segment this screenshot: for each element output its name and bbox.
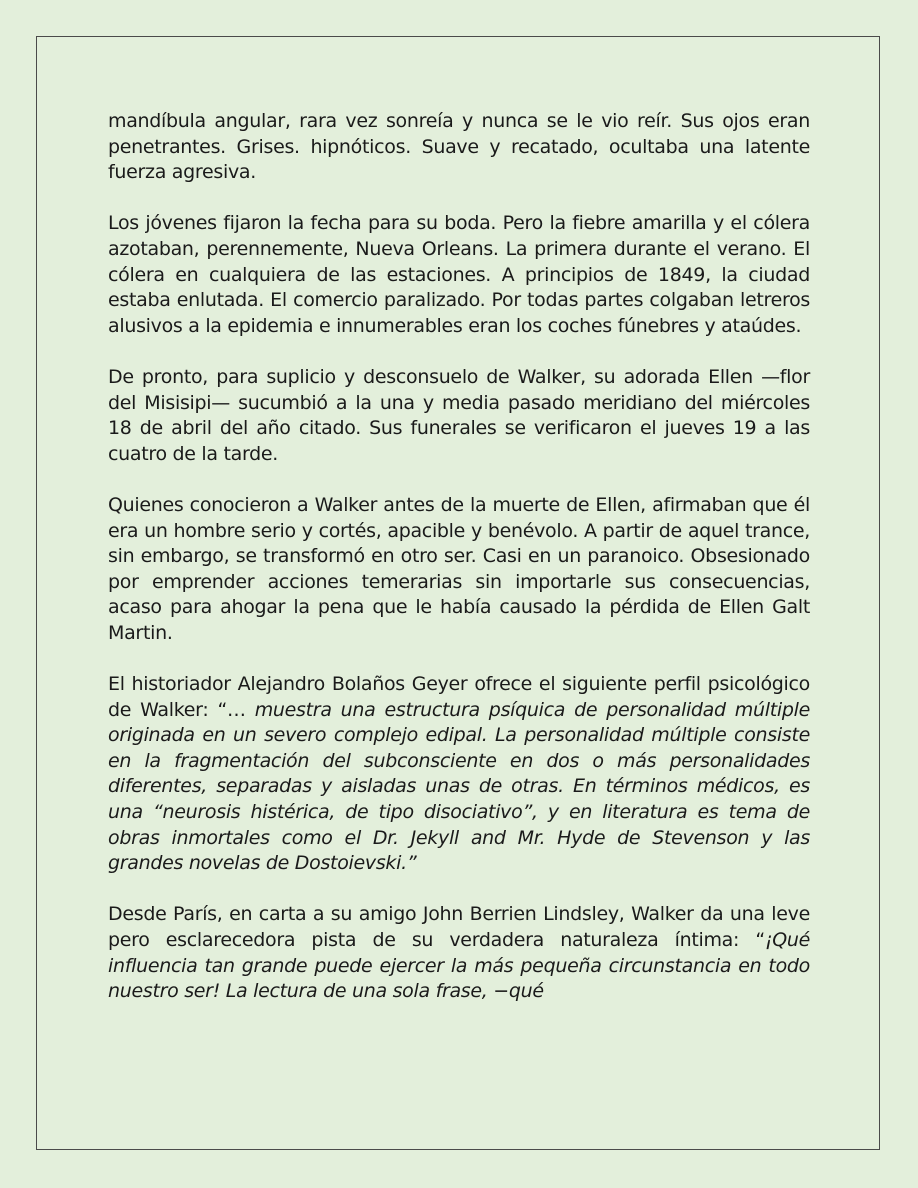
paragraph-6-quote: ¡Qué influencia tan grande puede ejercer la más pequeña circunstancia en todo nuestro ser! La lectura de una sola frase, −qué: [108, 929, 810, 1003]
paragraph-6-intro: Desde París, en carta a su amigo John Berrien Lindsley, Walker da una leve pero esclarecedora pista de su verdadera naturaleza íntima: “: [108, 903, 810, 951]
paragraph-6: [108, 902, 810, 1004]
paragraph-5-intro: El historiador Alejandro Bolaños Geyer ofrece el siguiente perfil psicológico de Walker: “…: [108, 673, 810, 721]
paragraph-5: [108, 672, 810, 877]
document-body: [108, 109, 810, 1030]
paragraph-4: Quienes conocieron a Walker antes de la muerte de Ellen, afirmaban que él era un hombre serio y cortés, apacible y benévolo. A partir de aquel trance, sin embargo, se transformó en otro ser. Casi en un paranoico. Obsesionado por emprender acciones temerarias sin importarle sus consecuencias, acaso para ahogar la pena que le había causado la pérdida de Ellen Galt Martin.: [108, 493, 810, 644]
paragraph-5-quote: muestra una estructura psíquica de personalidad múltiple originada en un severo complejo edipal. La personalidad múltiple consiste en la fragmentación del subconsciente en dos o más personalidades diferentes, separadas y aisladas unas de otras. En términos médicos, es una “neurosis histérica, de tipo disociativo”, y en literatura es tema de obras inmortales como el Dr. Jekyll and Mr. Hyde de Stevenson y las grandes novelas de Dostoievski.”: [108, 698, 810, 875]
paragraph-2: Los jóvenes fijaron la fecha para su boda. Pero la fiebre amarilla y el cólera azotaban, perennemente, Nueva Orleans. La primera durante el verano. El cólera en cualquiera de las estaciones. A principios de 1849, la ciudad estaba enlutada. El comercio paralizado. Por todas partes colgaban letreros alusivos a la epidemia e innumerables eran los coches fúnebres y ataúdes.: [108, 212, 810, 337]
paragraph-3: De pronto, para suplicio y desconsuelo de Walker, su adorada Ellen —flor del Misisipi— sucumbió a la una y media pasado meridiano del miércoles 18 de abril del año citado. Sus funerales se verificaron el jueves 19 a las cuatro de la tarde.: [108, 365, 810, 465]
paragraph-1: mandíbula angular, rara vez sonreía y nunca se le vio reír. Sus ojos eran penetrantes. Grises. hipnóticos. Suave y recatado, ocultaba una latente fuerza agresiva.: [108, 110, 810, 184]
